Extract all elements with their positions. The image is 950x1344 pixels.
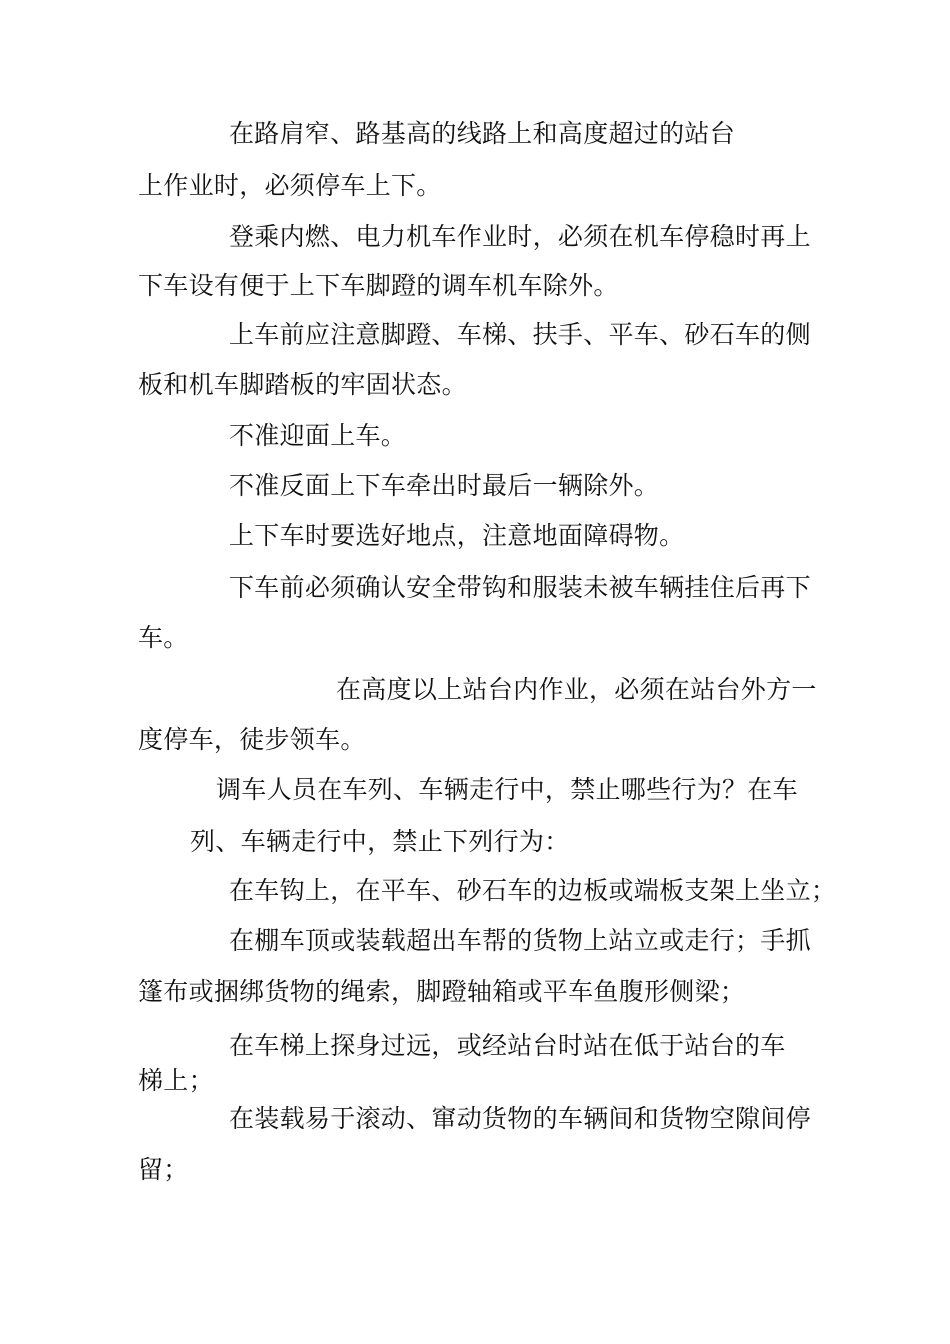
text-line: 上作业时，必须停车上下。 [138, 171, 442, 200]
text-line: 在车钩上，在平车、砂石车的边板或端板支架上坐立； [229, 876, 837, 905]
text-line: 不准反面上下车牵出时最后一辆除外。 [229, 471, 660, 500]
text-line: 梯上； [138, 1066, 214, 1095]
text-line: 度停车，徒步领车。 [138, 725, 366, 754]
text-line: 上车前应注意脚蹬、车梯、扶手、平车、砂石车的侧 [229, 320, 811, 349]
text-line: 留； [138, 1155, 189, 1184]
text-line: 篷布或捆绑货物的绳索，脚蹬轴箱或平车鱼腹形侧梁； [138, 977, 746, 1006]
text-line: 下车设有便于上下车脚蹬的调车机车除外。 [138, 271, 619, 300]
text-line: 在高度以上站台内作业，必须在站台外方一 [336, 675, 817, 704]
text-line: 在棚车顶或装载超出车帮的货物上站立或走行；手抓 [229, 926, 811, 955]
text-line: 在路肩窄、路基高的线路上和高度超过的站台 [229, 119, 736, 148]
text-line: 调车人员在车列、车辆走行中，禁止哪些行为？在车 [216, 775, 798, 804]
text-line: 列、车辆走行中，禁止下列行为： [190, 827, 570, 856]
text-line: 车。 [138, 623, 189, 652]
text-line: 下车前必须确认安全带钩和服装未被车辆挂住后再下 [229, 573, 811, 602]
text-line: 上下车时要选好地点，注意地面障碍物。 [229, 521, 685, 550]
text-line: 在装载易于滚动、窜动货物的车辆间和货物空隙间停 [229, 1104, 811, 1133]
text-line: 不准迎面上车。 [229, 421, 407, 450]
text-line: 登乘内燃、电力机车作业时，必须在机车停稳时再上 [229, 222, 811, 251]
text-line: 在车梯上探身过远，或经站台时站在低于站台的车 [229, 1031, 786, 1060]
text-line: 板和机车脚踏板的牢固状态。 [138, 370, 467, 399]
